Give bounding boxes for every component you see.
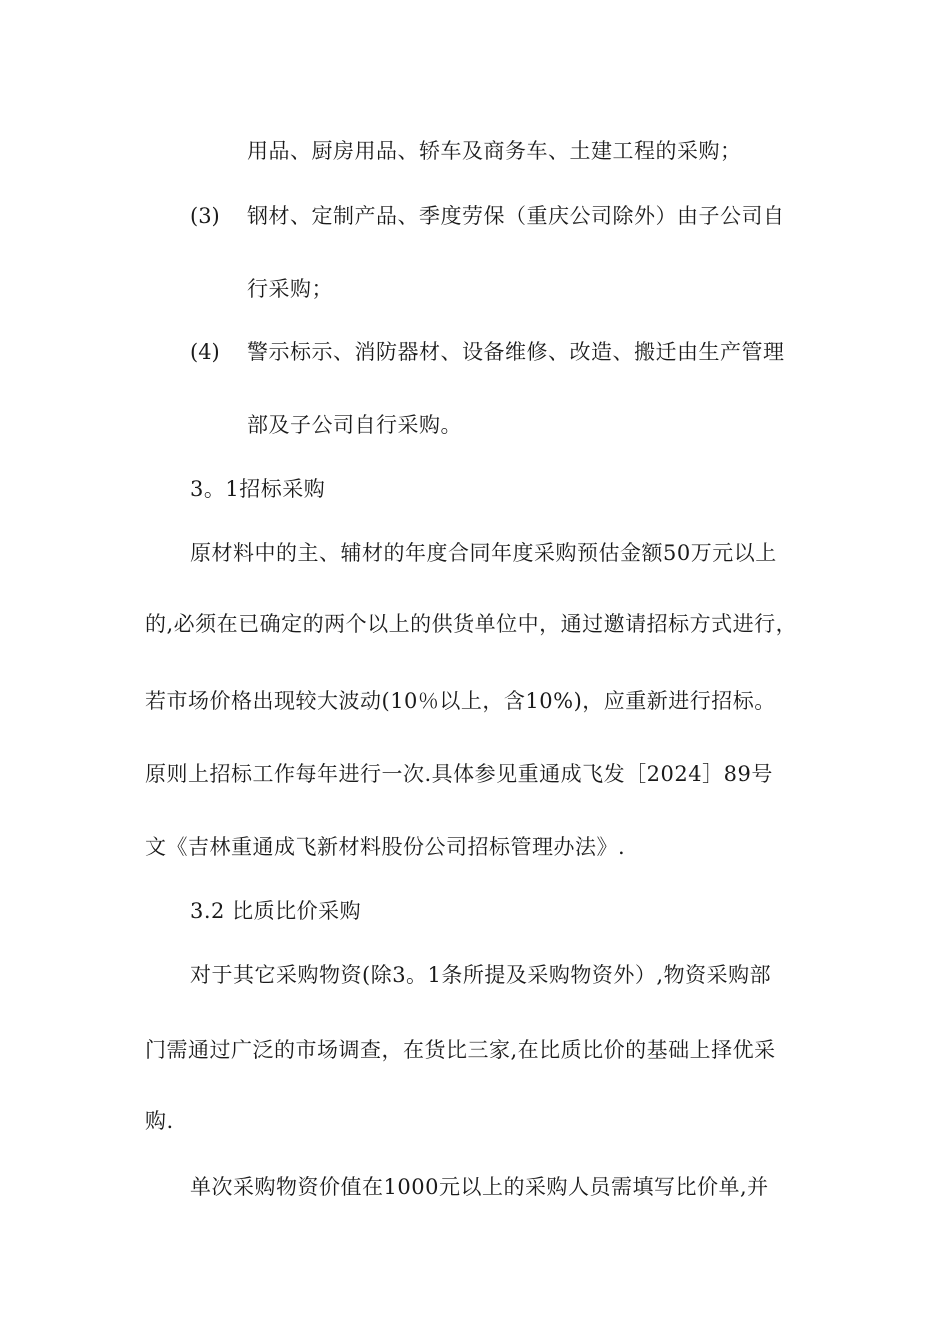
section-heading: 3.2 比质比价采购 [190,899,362,923]
list-continuation: 部及子公司自行采购。 [247,413,462,437]
paragraph-line: 单次采购物资价值在1000元以上的采购人员需填写比价单,并 [190,1175,769,1199]
list-item-text: 警示标示、消防器材、设备维修、改造、搬迁由生产管理 [247,340,785,364]
section-heading: 3。1招标采购 [190,477,326,501]
list-marker: (3) [190,204,220,228]
paragraph-line: 原材料中的主、辅材的年度合同年度采购预估金额50万元以上 [190,541,777,565]
paragraph-line: 对于其它采购物资(除3。1条所提及采购物资外）,物资采购部 [190,963,772,987]
paragraph-line: 原则上招标工作每年进行一次.具体参见重通成飞发［2024］89号 [145,762,773,786]
paragraph-line: 的,必须在已确定的两个以上的供货单位中，通过邀请招标方式进行， [145,612,798,636]
paragraph-line: 若市场价格出现较大波动(10％以上，含10%)，应重新进行招标。 [145,689,776,713]
paragraph-line: 文《吉林重通成飞新材料股份公司招标管理办法》. [145,835,626,859]
list-marker: (4) [190,340,220,364]
list-item-text: 钢材、定制产品、季度劳保（重庆公司除外）由子公司自 [247,204,785,228]
paragraph-line: 购. [145,1109,174,1133]
list-continuation: 用品、厨房用品、轿车及商务车、土建工程的采购； [247,139,742,163]
list-continuation: 行采购； [247,277,333,301]
paragraph-line: 门需通过广泛的市场调查，在货比三家,在比质比价的基础上择优采 [145,1038,776,1062]
